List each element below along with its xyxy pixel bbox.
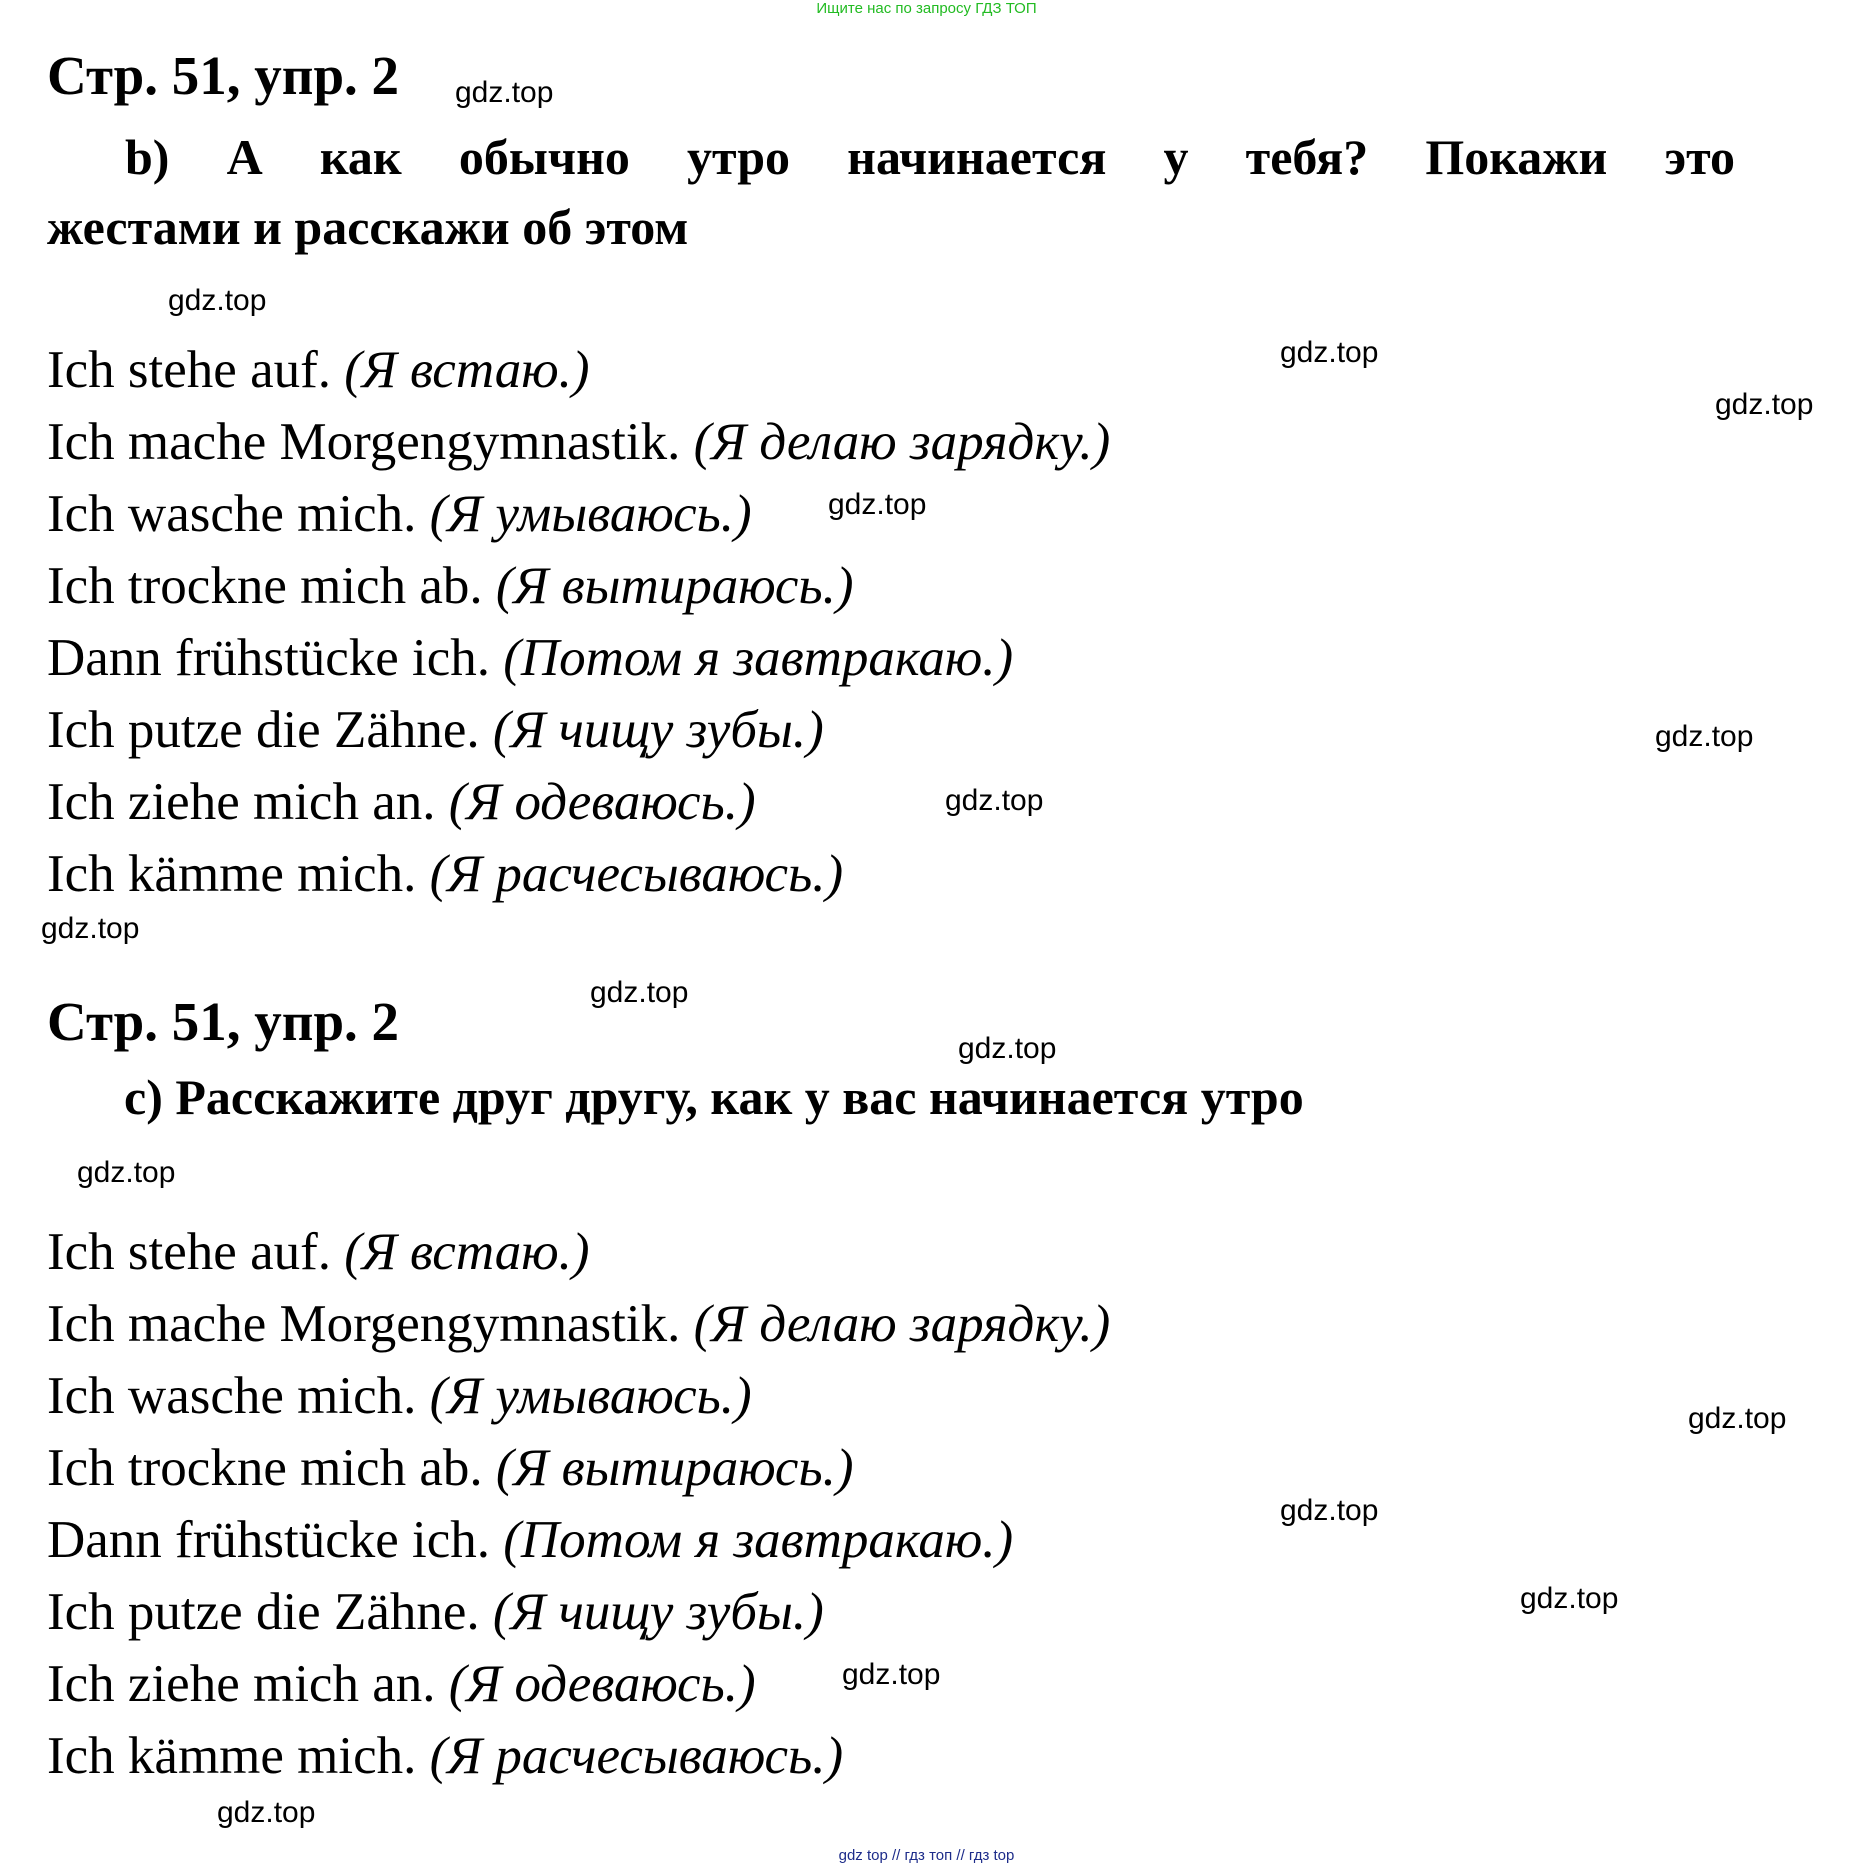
russian-translation: (Я умываюсь.) [429, 485, 752, 543]
section-2-line [47, 1294, 1110, 1354]
german-text: Ich wasche mich. [47, 485, 417, 543]
russian-translation: (Я вытираюсь.) [495, 1439, 854, 1497]
section-2-line [47, 1726, 843, 1786]
watermark: gdz.top [1280, 336, 1379, 369]
section-1-line [47, 412, 1110, 472]
watermark: gdz.top [1280, 1494, 1379, 1527]
russian-translation: (Я чищу зубы.) [492, 701, 824, 759]
watermark: gdz.top [590, 976, 689, 1009]
russian-translation: (Я чищу зубы.) [492, 1583, 824, 1641]
watermark: gdz.top [1688, 1402, 1787, 1435]
watermark: gdz.top [958, 1032, 1057, 1065]
watermark: gdz.top [1520, 1582, 1619, 1615]
section-2-line [47, 1438, 853, 1498]
russian-translation: (Я расчесываюсь.) [429, 845, 844, 903]
russian-translation: (Я делаю зарядку.) [693, 413, 1111, 471]
section-1-line [47, 340, 590, 400]
section-1-line [47, 700, 824, 760]
german-text: Ich kämme mich. [47, 845, 417, 903]
watermark: gdz.top [828, 488, 927, 521]
russian-translation: (Я делаю зарядку.) [693, 1295, 1111, 1353]
german-text: Ich putze die Zähne. [47, 1583, 480, 1641]
watermark: gdz.top [41, 912, 140, 945]
section-1-line [47, 844, 843, 904]
russian-translation: (Я встаю.) [344, 1223, 590, 1281]
german-text: Ich stehe auf. [47, 1223, 331, 1281]
section-1-line [47, 772, 756, 832]
russian-translation: (Я умываюсь.) [429, 1367, 752, 1425]
russian-translation: (Потом я завтракаю.) [503, 1511, 1014, 1569]
section-2-line [47, 1510, 1013, 1570]
watermark: gdz.top [217, 1796, 316, 1829]
section-2-line [47, 1222, 590, 1282]
german-text: Ich wasche mich. [47, 1367, 417, 1425]
watermark: gdz.top [945, 784, 1044, 817]
section-1-task-line-2: жестами и расскажи об этом [47, 199, 689, 255]
russian-translation: (Я одеваюсь.) [448, 1655, 756, 1713]
watermark: gdz.top [1655, 720, 1754, 753]
german-text: Ich mache Morgengymnastik. [47, 1295, 681, 1353]
section-2-task-line-1: c) Расскажите друг другу, как у вас начинается утро [124, 1069, 1304, 1125]
russian-translation: (Я расчесываюсь.) [429, 1727, 844, 1785]
russian-translation: (Я одеваюсь.) [448, 773, 756, 831]
section-1-heading: Стр. 51, упр. 2 [47, 45, 400, 106]
section-1-task-line-1: b) А как обычно утро начинается у тебя? Покажи это [125, 129, 1735, 185]
section-2-line [47, 1366, 752, 1426]
russian-translation: (Потом я завтракаю.) [503, 629, 1014, 687]
watermark: gdz.top [168, 284, 267, 317]
german-text: Ich kämme mich. [47, 1727, 417, 1785]
german-text: Ich ziehe mich an. [47, 1655, 436, 1713]
german-text: Ich trockne mich ab. [47, 1439, 483, 1497]
german-text: Ich trockne mich ab. [47, 557, 483, 615]
german-text: Ich mache Morgengymnastik. [47, 413, 681, 471]
german-text: Ich putze die Zähne. [47, 701, 480, 759]
watermark: gdz.top [842, 1658, 941, 1691]
footer: gdz top // гдз топ // гдз top [838, 1847, 1015, 1864]
top-banner: Ищите нас по запросу ГДЗ ТОП [816, 0, 1037, 17]
section-2-line [47, 1582, 824, 1642]
watermark: gdz.top [77, 1156, 176, 1189]
section-2-heading: Стр. 51, упр. 2 [47, 991, 400, 1052]
watermark: gdz.top [455, 76, 554, 109]
section-1-line [47, 484, 752, 544]
section-1-line [47, 556, 853, 616]
german-text: Dann frühstücke ich. [47, 1511, 490, 1569]
section-2-line [47, 1654, 756, 1714]
russian-translation: (Я вытираюсь.) [495, 557, 854, 615]
russian-translation: (Я встаю.) [344, 341, 590, 399]
section-1-line [47, 628, 1013, 688]
watermark: gdz.top [1715, 388, 1814, 421]
german-text: Ich stehe auf. [47, 341, 331, 399]
german-text: Ich ziehe mich an. [47, 773, 436, 831]
german-text: Dann frühstücke ich. [47, 629, 490, 687]
